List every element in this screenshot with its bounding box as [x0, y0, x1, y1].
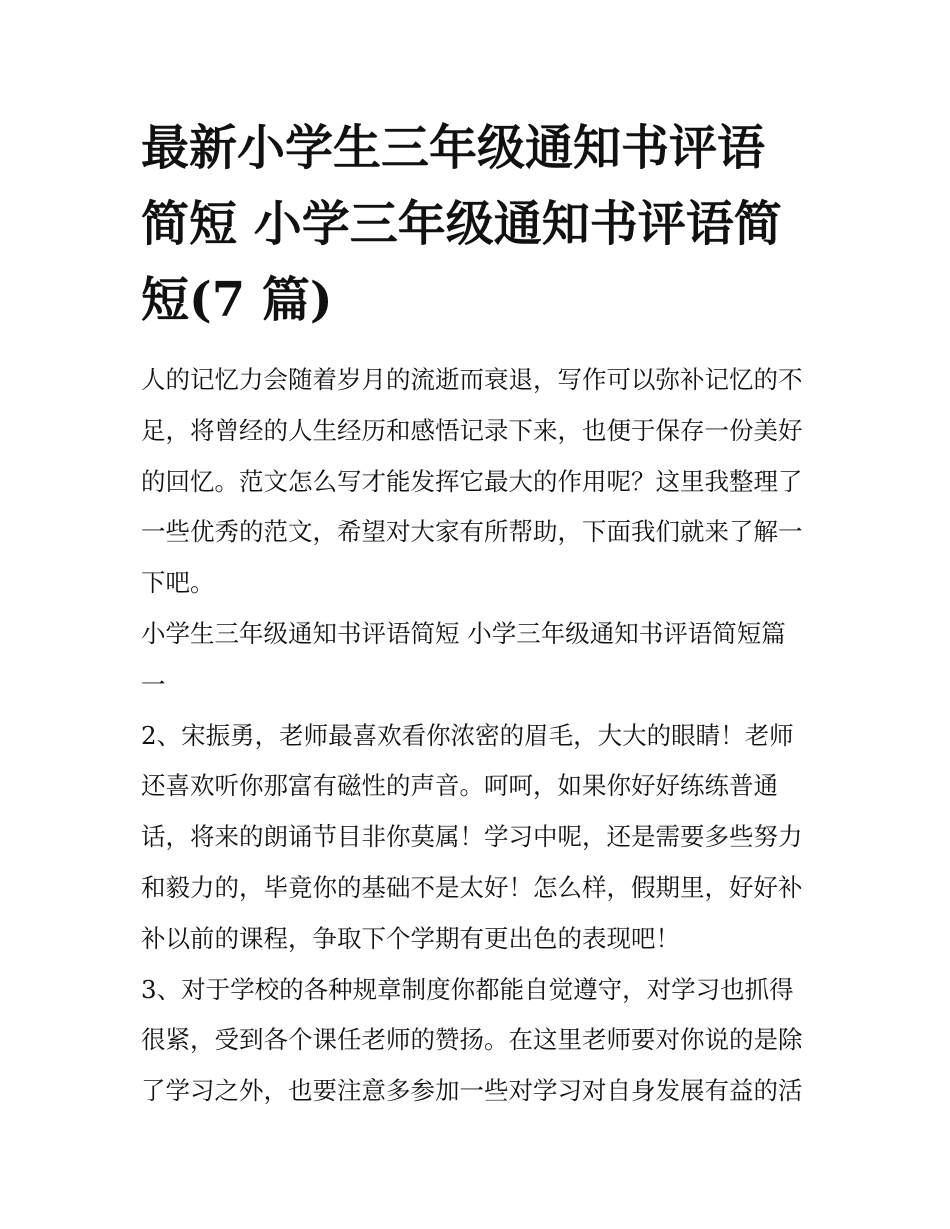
section-heading-line: 小学生三年级通知书评语简短 小学三年级通知书评语简短篇 — [141, 618, 786, 648]
intro-line: 足，将曾经的人生经历和感悟记录下来，也便于保存一份美好 — [141, 415, 803, 445]
comment-2-line: 2、宋振勇，老师最喜欢看你浓密的眉毛，大大的眼睛！老师 — [141, 720, 794, 750]
document-title — [141, 110, 821, 338]
comment-2-line: 补以前的课程，争取下个学期有更出色的表现吧！ — [141, 923, 680, 953]
comment-3-line: 了学习之外，也要注意多参加一些对学习对自身发展有益的活 — [141, 1076, 803, 1106]
intro-line: 的回忆。范文怎么写才能发挥它最大的作用呢？这里我整理了 — [141, 466, 803, 496]
intro-line: 一些优秀的范文，希望对大家有所帮助，下面我们就来了解一 — [141, 517, 803, 547]
title-line: 短(7 篇) — [141, 272, 333, 328]
intro-line: 下吧。 — [141, 568, 215, 598]
comment-2-line: 话，将来的朗诵节目非你莫属！学习中呢，还是需要多些努力 — [141, 822, 803, 852]
comment-3-line: 3、对于学校的各种规章制度你都能自觉遵守，对学习也抓得 — [141, 974, 794, 1004]
comment-2-line: 和毅力的，毕竟你的基础不是太好！怎么样，假期里，好好补 — [141, 872, 803, 902]
comment-2-line: 还喜欢听你那富有磁性的声音。呵呵，如果你好好练练普通 — [141, 771, 778, 801]
comment-3-line: 很紧，受到各个课任老师的赞扬。在这里老师要对你说的是除 — [141, 1025, 803, 1055]
title-line: 最新小学生三年级通知书评语 — [141, 120, 766, 176]
section-heading-line: 一 — [141, 669, 166, 699]
intro-line: 人的记忆力会随着岁月的流逝而衰退，写作可以弥补记忆的不 — [141, 365, 803, 394]
document-body — [141, 355, 831, 1117]
title-line: 简短 小学三年级通知书评语简 — [141, 196, 782, 252]
